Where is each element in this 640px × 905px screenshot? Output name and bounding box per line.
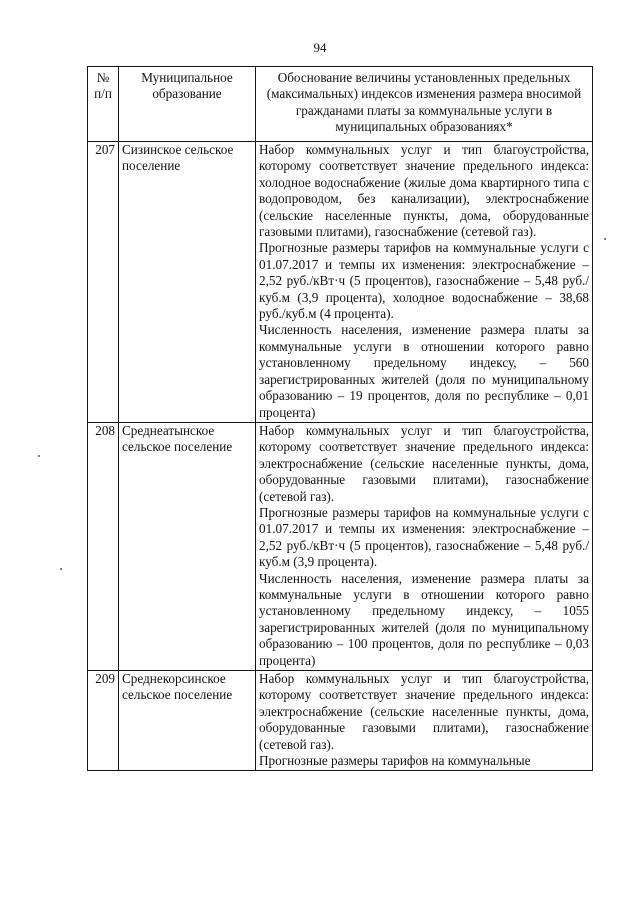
scan-artifact xyxy=(60,568,62,570)
justification-paragraph: Численность населения, изменение размера платы за коммунальные услуги в отношении которого равно установленному предельному индексу, – 1055 зарегистрированных жителей (доля по муниципальному образованию – 100 процентов, доля по республике – 0,03 процента) xyxy=(259,570,589,668)
table-row xyxy=(88,422,593,670)
row-municipality: Сизинское сельское поселение xyxy=(119,142,256,423)
justification-paragraph: Численность населения, изменение размера платы за коммунальные услуги в отношении которого равно установленному предельному индексу, – 560 зарегистрированных жителей (доля по муниципальному образованию – 19 процентов, доля по республике – 0,01 процента) xyxy=(259,322,589,420)
justification-paragraph: Прогнозные размеры тарифов на коммунальные услуги с 01.07.2017 и темпы их изменения: электроснабжение – 2,52 руб./кВт·ч (5 процентов), газоснабжение – 5,48 руб./куб.м (3,9 процента). xyxy=(259,504,589,570)
header-municipality xyxy=(119,67,256,142)
justification-paragraph: Прогнозные размеры тарифов на коммунальные услуги с 01.07.2017 и темпы их изменения: электроснабжение – 2,52 руб./кВт·ч (5 процентов), газоснабжение – 5,48 руб./куб.м (3,9 процента), холодное водоснабжение – 38,68 руб./куб.м (4 процента). xyxy=(259,240,589,322)
page-number: 94 xyxy=(313,40,327,55)
scan-artifact xyxy=(38,455,40,457)
justification-paragraph: Набор коммунальных услуг и тип благоустройства, которому соответствует значение предельного индекса: холодное водоснабжение (жилые дома квартирного типа с водопроводом, без канализации), электроснабжение (сельские населенные пункты, дома, оборудованные газовыми плитами), газоснабжение (сетевой газ). xyxy=(259,142,589,240)
table-header-row xyxy=(88,67,593,142)
header-municipality-text: Муниципальное образование xyxy=(141,70,233,102)
row-municipality: Среднеатынское сельское поселение xyxy=(119,422,256,670)
row-number: 207 xyxy=(88,142,119,423)
header-number-text: № п/п xyxy=(94,70,112,102)
row-number: 209 xyxy=(88,671,119,771)
table-row xyxy=(88,142,593,423)
row-justification xyxy=(256,142,593,423)
row-justification xyxy=(256,422,593,670)
row-number: 208 xyxy=(88,422,119,670)
row-municipality: Среднекорсинское сельское поселение xyxy=(119,671,256,771)
header-justification-text: Обоснование величины установленных предельных (максимальных) индексов изменения размера вносимой гражданами платы за коммунальные услуги в муниципальных образованиях* xyxy=(266,70,582,135)
table-row xyxy=(88,671,593,771)
justification-paragraph: Набор коммунальных услуг и тип благоустройства, которому соответствует значение предельного индекса: электроснабжение (сельские населенные пункты, дома, оборудованные газовыми плитами), газоснабжение (сетевой газ). xyxy=(259,671,589,752)
scan-artifact xyxy=(604,238,606,240)
justification-paragraph: Набор коммунальных услуг и тип благоустройства, которому соответствует значение предельного индекса: электроснабжение (сельские населенные пункты, дома, оборудованные газовыми плитами), газоснабжение (сетевой газ). xyxy=(259,422,589,504)
justification-paragraph: Прогнозные размеры тарифов на коммунальные xyxy=(259,753,531,769)
header-justification xyxy=(256,67,593,142)
row-justification xyxy=(256,671,593,771)
justification-table xyxy=(87,66,593,771)
header-number xyxy=(88,67,119,142)
